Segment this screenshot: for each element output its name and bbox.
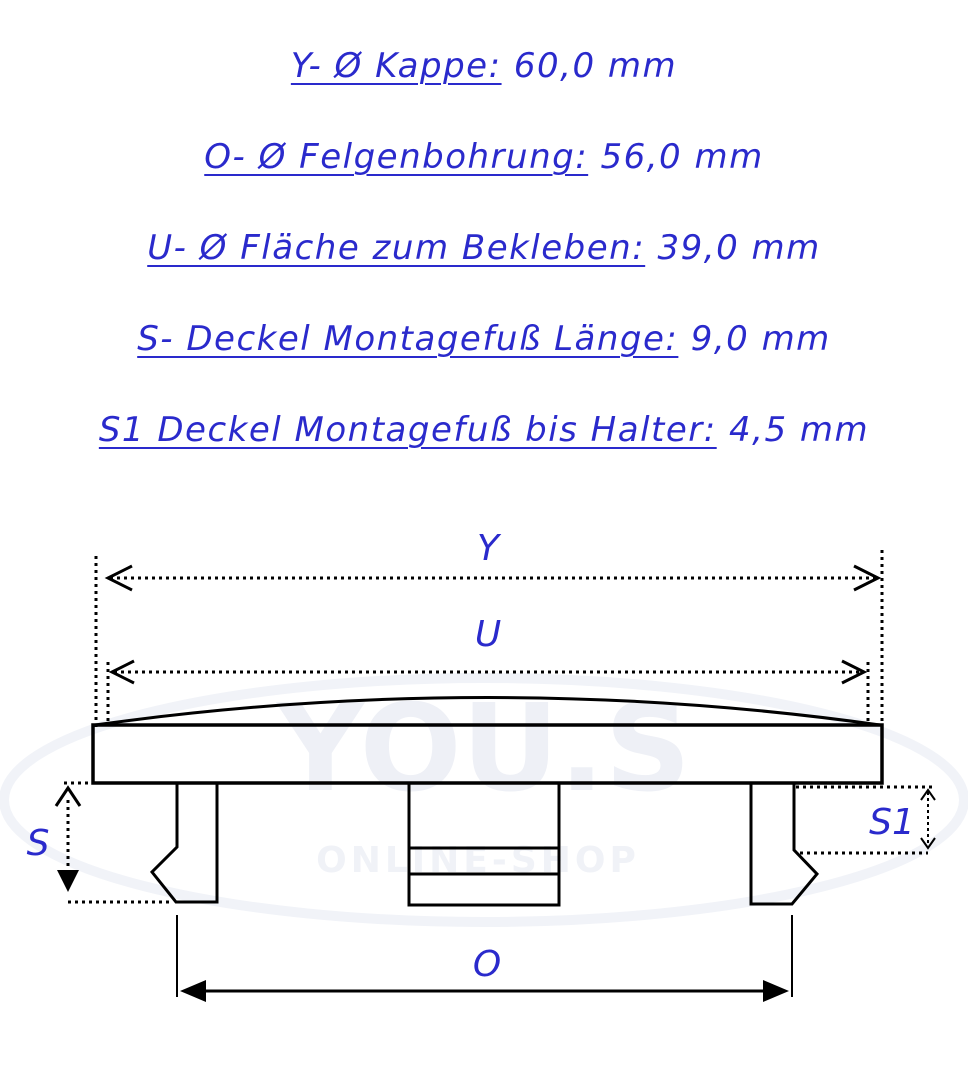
spec-label-o: O- Ø Felgenbohrung:: [204, 137, 589, 177]
spec-label-s: S- Deckel Montagefuß Länge:: [137, 319, 679, 359]
dimension-s1: [796, 787, 936, 853]
right-mounting-foot: [751, 783, 817, 904]
label-o: O: [472, 944, 502, 985]
label-y: Y: [477, 528, 499, 569]
spec-label-s1: S1 Deckel Montagefuß bis Halter:: [98, 410, 717, 450]
watermark-subtitle: ONLINE-SHOP: [316, 840, 640, 881]
label-u: U: [474, 614, 502, 655]
spec-value-s: 9,0 mm: [690, 319, 831, 359]
spec-value-o: 56,0 mm: [600, 137, 764, 177]
watermark-brand: YOU.S: [276, 680, 692, 819]
spec-value-u: 39,0 mm: [657, 228, 821, 268]
spec-value-y: 60,0 mm: [513, 46, 678, 86]
spec-label-u: U- Ø Fläche zum Bekleben:: [147, 228, 646, 268]
left-mounting-foot: [152, 783, 217, 902]
dimension-o: [177, 915, 792, 1002]
watermark: [4, 678, 964, 922]
label-s1: S1: [869, 802, 915, 843]
label-s: S: [26, 823, 50, 864]
spec-value-s1: 4,5 mm: [729, 410, 870, 450]
spec-label-y: Y- Ø Kappe:: [290, 46, 502, 86]
